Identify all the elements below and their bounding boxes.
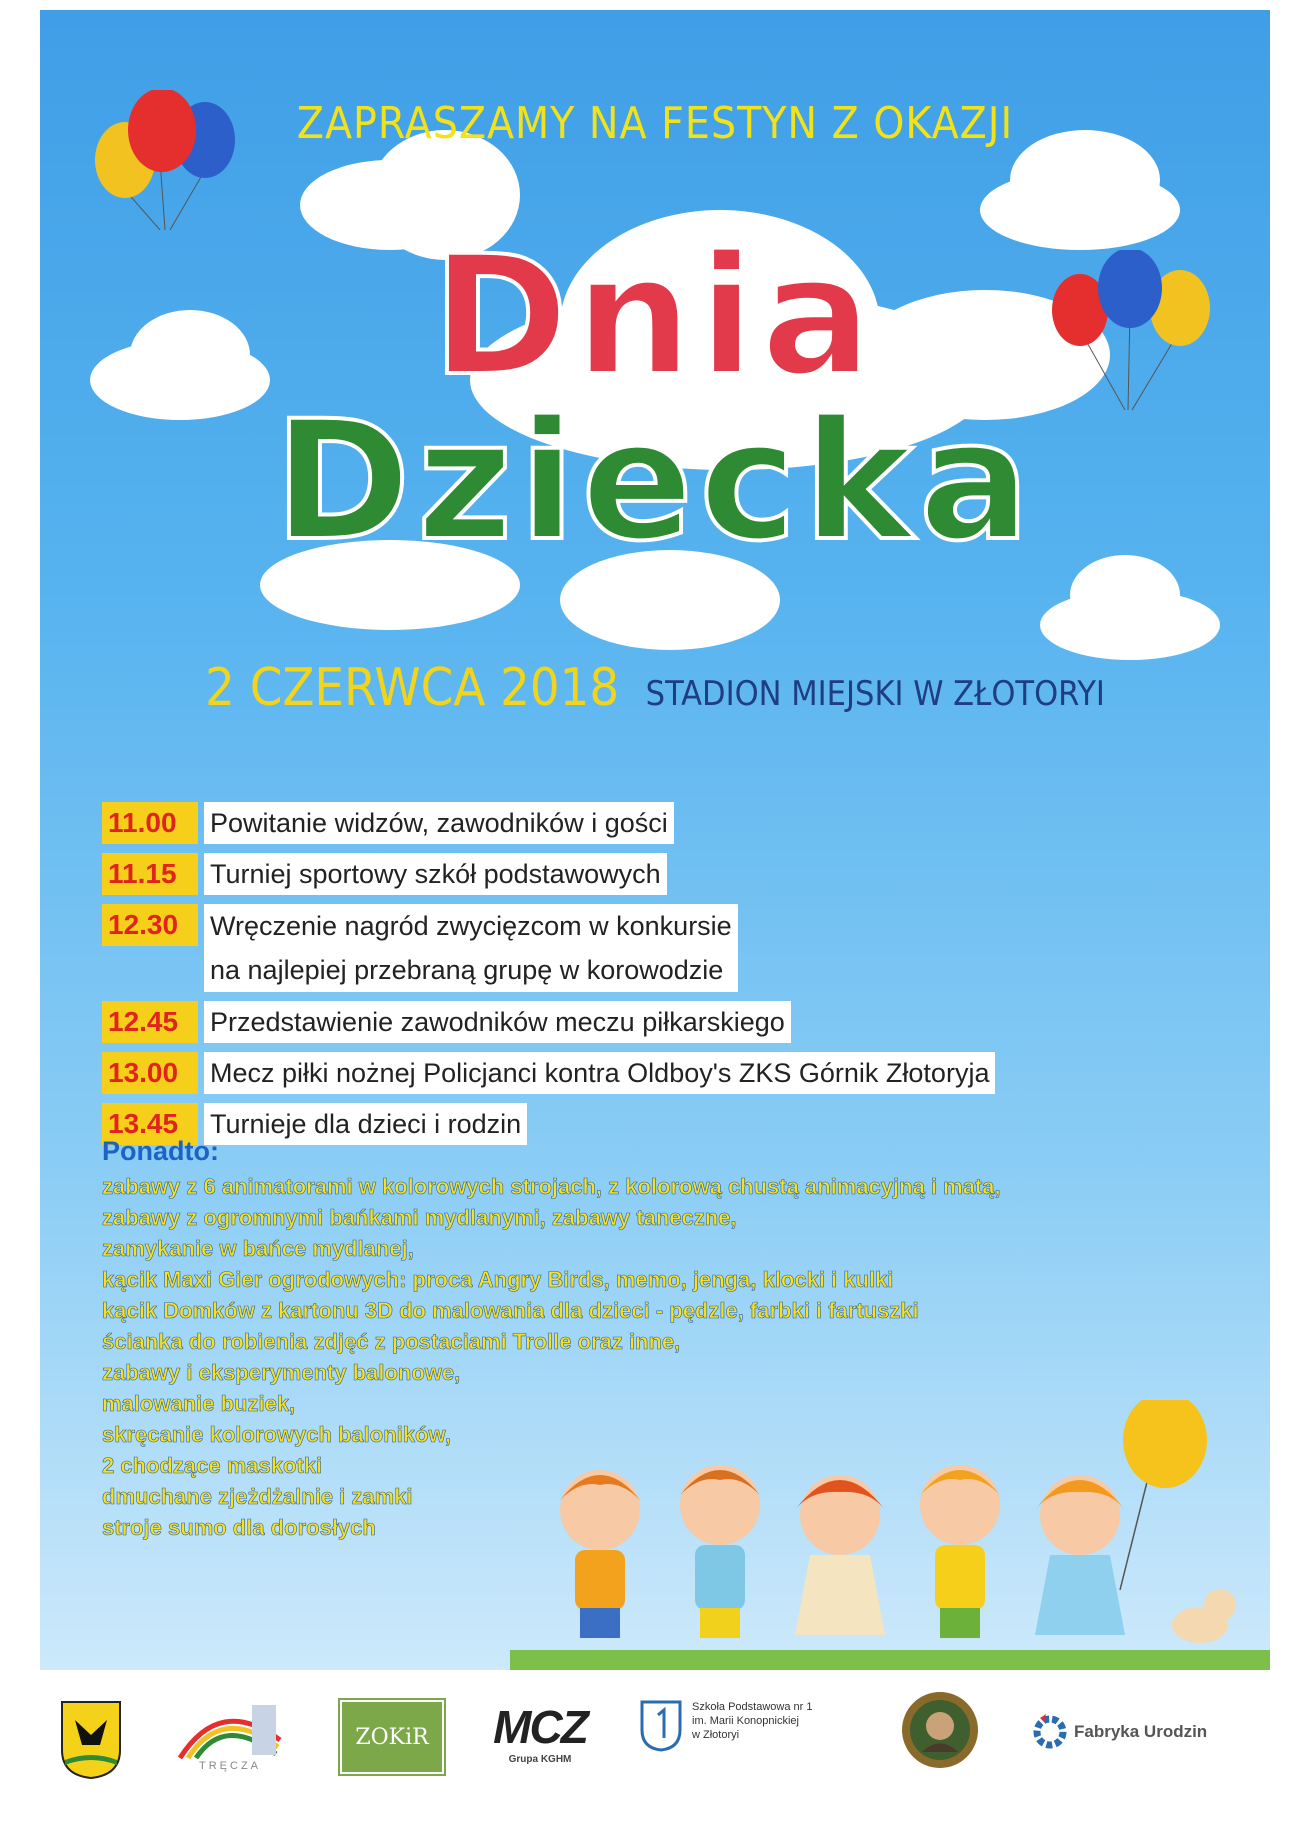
poster: [40, 10, 1270, 1670]
seal-emblem-icon: [900, 1690, 980, 1770]
fabryka-urodzin-logo: [1030, 1712, 1207, 1752]
schedule: [102, 802, 995, 1154]
schedule-time: 11.15: [102, 853, 198, 895]
coat-of-arms-icon: [60, 1700, 122, 1780]
ponadto-item: malowanie buziek,: [102, 1391, 296, 1416]
ponadto-item: zamykanie w bańce mydlanej,: [102, 1236, 414, 1261]
mcz-sub-label: Grupa KGHM: [508, 1754, 572, 1765]
event-venue: STADION MIEJSKI W ZŁOTORYI: [645, 674, 1105, 714]
school-line-3: w Złotoryi: [692, 1729, 740, 1741]
zokir-logo: [340, 1700, 444, 1774]
ponadto-item: ścianka do robienia zdjęć z postaciami Trolle oraz inne,: [102, 1329, 681, 1354]
mcz-label: MCZ: [493, 1701, 587, 1753]
ponadto-item: zabawy i eksperymenty balonowe,: [102, 1360, 461, 1385]
children-illustration-icon: [510, 1400, 1270, 1670]
schedule-desc: [204, 904, 738, 992]
mcz-logo: [480, 1700, 600, 1765]
ponadto-item: dmuchane zjeżdżalnie i zamki: [102, 1484, 413, 1509]
schedule-desc: Powitanie widzów, zawodników i gości: [204, 802, 674, 844]
zokir-label: ZOKiR: [355, 1724, 429, 1750]
ponadto-item: stroje sumo dla dorosłych: [102, 1515, 376, 1540]
ponadto-title: Ponadto:: [102, 1136, 219, 1166]
fabryka-label: Fabryka Urodzin: [1074, 1722, 1208, 1741]
schedule-row: [102, 853, 995, 895]
school-text: [692, 1700, 812, 1742]
schedule-row: [102, 904, 995, 992]
ponadto-item: zabawy z 6 animatorami w kolorowych strojach, z kolorową chustą animacyjną i matą,: [102, 1174, 1001, 1199]
ponadto-item: kącik Maxi Gier ogrodowych: proca Angry Birds, memo, jenga, klocki i kulki: [102, 1267, 894, 1292]
schedule-desc-line-1: Wręczenie nagród zwycięzcom w konkursie: [210, 911, 732, 941]
ponadto-item: 2 chodzące maskotki: [102, 1453, 323, 1478]
schedule-desc: Przedstawienie zawodników meczu piłkarskiego: [204, 1001, 791, 1043]
school-line-1: Szkoła Podstawowa nr 1: [692, 1701, 813, 1713]
invite-text: ZAPRASZAMY NA FESTYN Z OKAZJI: [296, 98, 1014, 149]
school-logo: [640, 1700, 880, 1752]
sponsor-logos: [40, 1670, 1270, 1820]
schedule-time: 13.00: [102, 1052, 198, 1094]
schedule-row: [102, 1052, 995, 1094]
rainbow-icon: [170, 1700, 290, 1760]
date-venue-line: [40, 658, 1270, 718]
schedule-time: 12.30: [102, 904, 198, 946]
ponadto-item: kącik Domków z kartonu 3D do malowania dla dzieci - pędzle, farbki i fartuszki: [102, 1298, 919, 1323]
schedule-desc: Turnieje dla dzieci i rodzin: [204, 1103, 527, 1145]
schedule-desc-line-2: na najlepiej przebraną grupę w korowodzie: [210, 955, 724, 985]
school-line-2: im. Marii Konopnickiej: [692, 1715, 799, 1727]
gear-icon: [1030, 1712, 1070, 1752]
schedule-desc: Mecz piłki nożnej Policjanci kontra Oldboy's ZKS Górnik Złotoryja: [204, 1052, 995, 1094]
ponadto-item: zabawy z ogromnymi bańkami mydlanymi, zabawy taneczne,: [102, 1205, 737, 1230]
trecza-label: TRĘCZA: [199, 1760, 261, 1772]
schedule-row: [102, 802, 995, 844]
event-date: 2 CZERWCA 2018: [205, 658, 620, 718]
schedule-time: 12.45: [102, 1001, 198, 1043]
title-line-1: Dnia: [431, 220, 879, 412]
school-shield-icon: [640, 1700, 682, 1752]
schedule-row: [102, 1001, 995, 1043]
ponadto-item: skręcanie kolorowych baloników,: [102, 1422, 451, 1447]
title-line-2: Dziecka: [273, 385, 1037, 577]
schedule-time: 11.00: [102, 802, 198, 844]
schedule-time: 13.45: [102, 1103, 198, 1145]
trecza-logo: [170, 1700, 290, 1780]
schedule-desc: Turniej sportowy szkół podstawowych: [204, 853, 667, 895]
